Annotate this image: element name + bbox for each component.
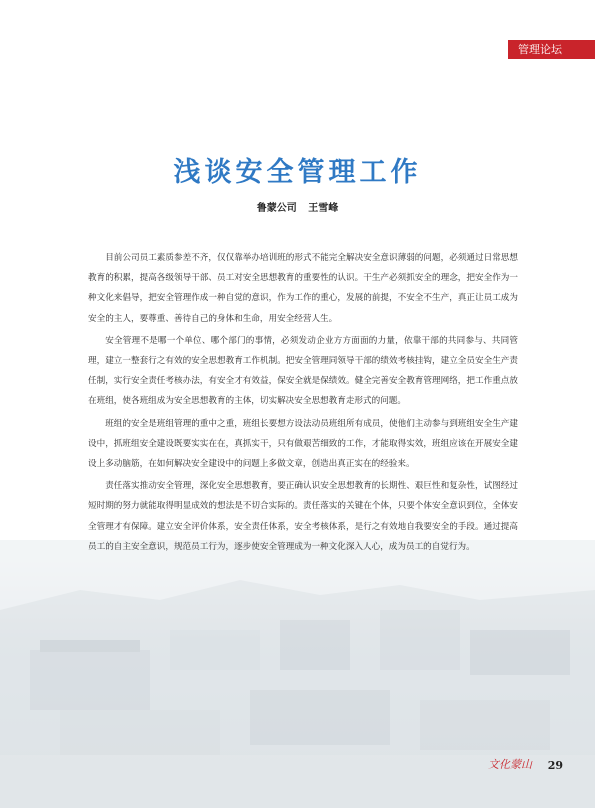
article-title: 浅谈安全管理工作 <box>173 157 422 188</box>
page-number: 29 <box>547 759 563 772</box>
paragraph: 目前公司员工素质参差不齐，仅仅靠举办培训班的形式不能完全解决安全意识薄弱的问题，必须通过日常思想教育的积累，提高各级领导干部、员工对安全思想教育的重要性的认识。干生产必须抓安全的理念，把安全作为一种文化来倡导，把安全管理作成一种自觉的意识，作为工作的重心，发展的前提，不安全不生产，真正让员工成为安全的主人，要尊重、善待自己的身体和生命，用安全经营人生。 <box>88 253 518 324</box>
paragraph: 安全管理不是哪一个单位、哪个部门的事情，必须发动企业方方面面的力量，依靠干部的共同参与、共同管理，建立一整套行之有效的安全思想教育工作机制。把安全管理同领导干部的绩效考核挂钩，建立全员安全生产责任制，实行安全责任考核办法，有安全才有效益，保安全就是保绩效。健全完善安全教育管理网络，把工作重点放在班组，使各班组成为安全思想教育的主体，切实解决安全思想教育走形式的问题。 <box>88 335 518 407</box>
byline <box>0 199 595 214</box>
magazine-logo: 文化蒙山 <box>488 758 532 771</box>
paragraph: 班组的安全是班组管理的重中之重，班组长要想方设法动员班组所有成员，使他们主动参与到班组安全生产建设中，抓班组安全建设既要实实在在，真抓实干，只有做艰苦细致的工作，才能取得实效，班组应该在开展安全建设上多动脑筋，在如何解决安全建设中的问题上多做文章，创造出真正实在的经验来。 <box>88 418 518 470</box>
author-organization: 鲁蒙公司 <box>256 203 297 214</box>
article-body <box>88 248 518 559</box>
paragraph: 责任落实推动安全管理，深化安全思想教育，要正确认识安全思想教育的长期性、艰巨性和复杂性，试图经过短时期的努力就能取得明显成效的想法是不切合实际的。责任落实的关键在个体，只要个体安全意识到位，全体安全管理才有保障。建立安全评价体系，安全责任体系，安全考核体系，是行之有效地自我要安全的手段。通过提高员工的自主安全意识，规范员工行为，逐步使安全管理成为一种文化深入人心，成为员工的自觉行为。 <box>88 481 518 552</box>
section-tag: 管理论坛 <box>508 40 595 59</box>
author-name: 王雪峰 <box>308 203 339 214</box>
